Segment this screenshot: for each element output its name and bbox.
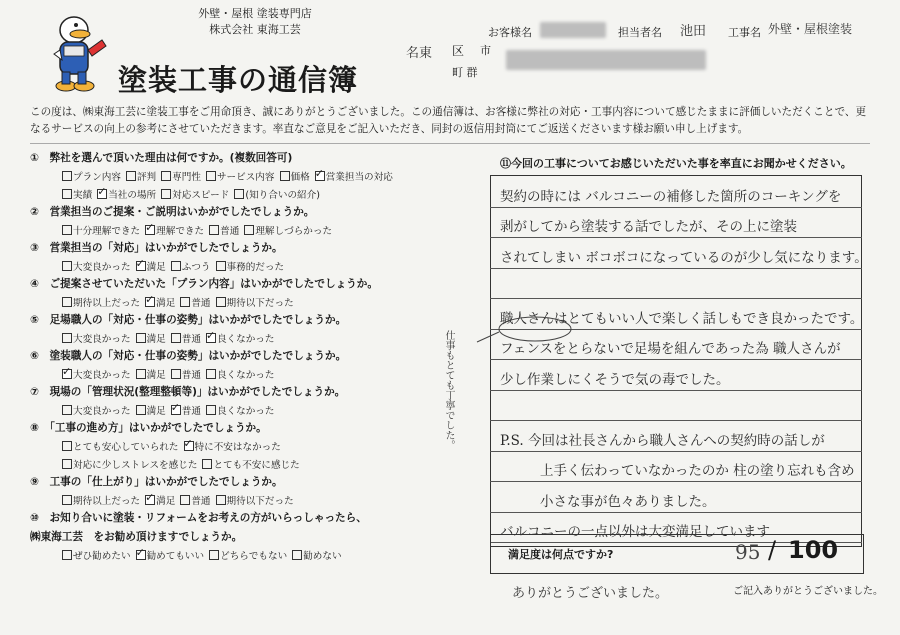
checked-box-icon[interactable] bbox=[206, 333, 216, 343]
checked-box-icon[interactable] bbox=[145, 495, 155, 505]
checkbox-icon[interactable] bbox=[62, 261, 72, 271]
option-label: 大変良かった bbox=[73, 370, 131, 381]
checkbox-option[interactable] bbox=[171, 406, 201, 417]
checkbox-icon[interactable] bbox=[62, 405, 72, 415]
option-label: 普通 bbox=[181, 334, 201, 345]
question-block bbox=[30, 240, 480, 273]
checkbox-option[interactable] bbox=[161, 190, 229, 201]
question-text: ⑦ 現場の「管理状況(整理整頓等)」はいかがでしたでしょうか。 bbox=[30, 386, 346, 398]
checkbox-icon[interactable] bbox=[216, 297, 226, 307]
checkbox-option[interactable] bbox=[126, 172, 156, 183]
option-label: 期待以上だった bbox=[73, 298, 141, 309]
option-label: プラン内容 bbox=[73, 172, 121, 183]
checkbox-option[interactable] bbox=[234, 190, 320, 201]
checkbox-option[interactable] bbox=[145, 226, 204, 237]
checkbox-option[interactable] bbox=[145, 298, 175, 309]
checkbox-icon[interactable] bbox=[280, 171, 290, 181]
option-label: 当社の場所 bbox=[108, 190, 157, 201]
question-block bbox=[30, 474, 480, 507]
circled-annotation bbox=[475, 312, 595, 352]
option-row bbox=[62, 548, 480, 562]
checkbox-icon[interactable] bbox=[234, 189, 244, 199]
checkbox-option[interactable] bbox=[216, 496, 294, 507]
option-label: とても安心していられた bbox=[73, 442, 179, 453]
ruled-line bbox=[490, 420, 862, 421]
option-label: (知り合いの紹介) bbox=[245, 190, 320, 201]
checkbox-option[interactable] bbox=[62, 298, 140, 309]
option-label: 普通 bbox=[181, 370, 201, 381]
question-text: ⑩ お知り合いに塗装・リフォームをお考えの方がいらっしゃったら、 bbox=[30, 512, 367, 524]
question-text: ③ 営業担当の「対応」はいかがでしたでしょうか。 bbox=[30, 242, 283, 254]
address-redacted bbox=[506, 50, 706, 70]
option-label: 勧めない bbox=[303, 551, 342, 562]
comment-line: 職人さんはとてもいい人で楽しく話しもでき良かったです。 bbox=[500, 310, 864, 327]
option-label: 期待以下だった bbox=[226, 496, 294, 507]
checkbox-icon[interactable] bbox=[244, 225, 254, 235]
checkbox-option[interactable] bbox=[62, 406, 131, 417]
checkbox-option[interactable] bbox=[136, 334, 166, 345]
comment-line: 少し作業しにくそうで気の毒でした。 bbox=[500, 371, 730, 388]
checkbox-option[interactable] bbox=[62, 172, 121, 183]
work-label: 工事名 bbox=[728, 26, 761, 39]
question-block bbox=[30, 276, 480, 309]
option-row bbox=[62, 367, 480, 381]
questions-section bbox=[30, 150, 480, 565]
checkbox-icon[interactable] bbox=[206, 369, 216, 379]
option-row bbox=[62, 457, 480, 471]
checkbox-option[interactable] bbox=[161, 172, 201, 183]
person-value: 池田 bbox=[680, 24, 707, 39]
question-text: ⑧ 「工事の進め方」はいかがでしたでしょうか。 bbox=[30, 422, 267, 434]
checkbox-option[interactable] bbox=[62, 190, 92, 201]
checkbox-option[interactable] bbox=[184, 442, 281, 453]
checkbox-option[interactable] bbox=[171, 262, 211, 273]
checkbox-icon[interactable] bbox=[62, 171, 72, 181]
company-block bbox=[175, 6, 335, 38]
margin-note: 仕事もとても丁寧でした。 bbox=[443, 330, 454, 450]
option-row bbox=[62, 259, 480, 273]
checkbox-option[interactable] bbox=[180, 496, 210, 507]
option-label: 普通 bbox=[191, 496, 211, 507]
option-label: 満足 bbox=[146, 262, 166, 273]
checkbox-icon[interactable] bbox=[209, 225, 219, 235]
option-label: ふつう bbox=[181, 262, 211, 273]
checkbox-icon[interactable] bbox=[171, 261, 181, 271]
checkbox-icon[interactable] bbox=[126, 171, 136, 181]
comment-line: P.S. 今回は社長さんから職人さんへの契約時の話しが bbox=[500, 432, 825, 449]
checkbox-icon[interactable] bbox=[171, 369, 181, 379]
checkbox-option[interactable] bbox=[145, 496, 175, 507]
thanks-printed: ご記入ありがとうございました。 bbox=[733, 586, 883, 597]
option-row bbox=[62, 493, 480, 507]
checked-box-icon[interactable] bbox=[62, 369, 72, 379]
checkbox-option[interactable] bbox=[209, 551, 287, 562]
checkbox-icon[interactable] bbox=[62, 333, 72, 343]
checkbox-icon[interactable] bbox=[202, 459, 212, 469]
checkbox-icon[interactable] bbox=[62, 189, 72, 199]
checkbox-icon[interactable] bbox=[216, 495, 226, 505]
option-label: 理解しづらかった bbox=[255, 226, 333, 237]
checkbox-icon[interactable] bbox=[62, 225, 72, 235]
option-row bbox=[62, 439, 480, 453]
option-label: 対応に少しストレスを感じた bbox=[73, 460, 198, 471]
ruled-line bbox=[490, 237, 862, 238]
checked-box-icon[interactable] bbox=[145, 297, 155, 307]
question-block bbox=[30, 420, 480, 471]
checkbox-option[interactable] bbox=[62, 370, 131, 381]
divider bbox=[30, 143, 870, 144]
checkbox-option[interactable] bbox=[171, 370, 201, 381]
checkbox-option[interactable] bbox=[62, 262, 131, 273]
checkbox-option[interactable] bbox=[171, 334, 201, 345]
satisfaction-slash: / bbox=[768, 536, 777, 564]
ruled-line bbox=[490, 390, 862, 391]
region-value: 名東 bbox=[406, 46, 433, 61]
page-title: 塗装工事の通信簿 bbox=[118, 63, 359, 97]
checkbox-option[interactable] bbox=[97, 190, 156, 201]
option-label: サービス内容 bbox=[216, 172, 275, 183]
checkbox-option[interactable] bbox=[216, 298, 294, 309]
satisfaction-value: 95 bbox=[735, 540, 761, 564]
option-label: 良くなかった bbox=[216, 334, 275, 345]
satisfaction-max: 100 bbox=[788, 536, 839, 564]
checkbox-option[interactable] bbox=[62, 460, 197, 471]
option-label: 普通 bbox=[181, 406, 201, 417]
option-label: 大変良かった bbox=[73, 262, 131, 273]
option-label: 良くなかった bbox=[216, 406, 275, 417]
checkbox-icon[interactable] bbox=[62, 459, 72, 469]
checkbox-option[interactable] bbox=[62, 496, 140, 507]
ward-label: 区 bbox=[452, 44, 465, 58]
company-name: 株式会社 東海工芸 bbox=[209, 23, 301, 36]
option-label: 満足 bbox=[156, 298, 176, 309]
option-label: 特に不安はなかった bbox=[194, 442, 281, 453]
ruled-line bbox=[490, 298, 862, 299]
question-text: ⑨ 工事の「仕上がり」はいかがでしたでしょうか。 bbox=[30, 476, 283, 488]
checkbox-icon[interactable] bbox=[136, 405, 146, 415]
option-label: 理解できた bbox=[156, 226, 205, 237]
option-label: 普通 bbox=[191, 298, 211, 309]
duck-mascot-logo bbox=[40, 10, 110, 100]
customer-label: お客様名 bbox=[488, 26, 532, 39]
comment-line: されてしまい ボコボコになっているのが少し気になります。 bbox=[500, 249, 868, 266]
question-block bbox=[30, 150, 480, 201]
customer-name-redacted bbox=[540, 22, 606, 38]
checkbox-option[interactable] bbox=[206, 334, 275, 345]
checked-box-icon[interactable] bbox=[315, 171, 325, 181]
checkbox-icon[interactable] bbox=[62, 550, 72, 560]
ruled-line bbox=[490, 207, 862, 208]
question-text: ① 弊社を選んで頂いた理由は何ですか。(複数回答可) bbox=[30, 152, 293, 164]
checkbox-option[interactable] bbox=[62, 442, 179, 453]
checkbox-option[interactable] bbox=[280, 172, 310, 183]
checkbox-option[interactable] bbox=[136, 262, 166, 273]
option-label: 満足 bbox=[156, 496, 176, 507]
option-row bbox=[62, 403, 480, 417]
comment-line: フェンスをとらないで足場を組んであった為 職人さんが bbox=[500, 341, 841, 357]
checkbox-option[interactable] bbox=[62, 551, 131, 562]
option-label: 実績 bbox=[73, 190, 93, 201]
option-label: とても不安に感じた bbox=[213, 460, 300, 471]
checked-box-icon[interactable] bbox=[184, 441, 194, 451]
question-text: ⑤ 足場職人の「対応・仕事の姿勢」はいかがでしたでしょうか。 bbox=[30, 314, 347, 326]
question-block bbox=[30, 348, 480, 381]
checkbox-option[interactable] bbox=[136, 370, 166, 381]
town-label: 町 群 bbox=[452, 66, 478, 79]
person-label: 担当者名 bbox=[618, 26, 662, 39]
ruled-line bbox=[490, 359, 862, 360]
option-label: 事務的だった bbox=[226, 262, 285, 273]
comment-line: 契約の時には バルコニーの補修した箇所のコーキングを bbox=[500, 188, 842, 205]
option-label: 価格 bbox=[290, 172, 310, 183]
checkbox-option[interactable] bbox=[292, 551, 341, 562]
checkbox-option[interactable] bbox=[244, 226, 332, 237]
city-label: 市 bbox=[480, 44, 491, 57]
checkbox-option[interactable] bbox=[206, 406, 275, 417]
satisfaction-question: 満足度は何点ですか? bbox=[508, 548, 614, 561]
checkbox-option[interactable] bbox=[62, 226, 140, 237]
comment-line: 剥がしてから塗装する話でしたが、その上に塗装 bbox=[500, 219, 797, 235]
checkbox-option[interactable] bbox=[136, 551, 205, 562]
checkbox-option[interactable] bbox=[315, 172, 393, 183]
option-row bbox=[62, 295, 480, 309]
option-label: 良くなかった bbox=[216, 370, 275, 381]
work-value: 外壁・屋根塗装 bbox=[768, 22, 853, 36]
question-text: ④ ご提案させていただいた「プラン内容」はいかがでしたでしょうか。 bbox=[30, 278, 378, 290]
comments-question: ⑪今回の工事についてお感じいただいた事を率直にお聞かせください。 bbox=[500, 157, 852, 170]
option-label: 期待以下だった bbox=[226, 298, 294, 309]
option-label: 十分理解できた bbox=[73, 226, 141, 237]
comment-line: 上手く伝わっていなかったのか 柱の塗り忘れも含め bbox=[540, 463, 855, 479]
option-label: 満足 bbox=[146, 370, 166, 381]
checkbox-icon[interactable] bbox=[180, 495, 190, 505]
checkbox-icon[interactable] bbox=[292, 550, 302, 560]
option-label: 専門性 bbox=[172, 172, 201, 183]
checkbox-icon[interactable] bbox=[136, 333, 146, 343]
checkbox-option[interactable] bbox=[62, 334, 131, 345]
option-label: 大変良かった bbox=[73, 406, 131, 417]
intro-text: この度は、㈱東海工芸に塗装工事をご用命頂き、誠にありがとうございました。この通信簿は、お客様に弊社の対応・工事内容について感じたままに評価しいただくことで、更なるサービスの向上の参考にさせていただきます。率直なご意見をご記入いただき、同封の返信用封筒にてご返送くださいます様お願い申し上げます。 bbox=[30, 106, 867, 135]
company-tag: 外壁・屋根 塗装専門店 bbox=[198, 7, 312, 20]
option-row bbox=[62, 187, 480, 201]
question-text: ② 営業担当のご提案・ご説明はいかがでしたでしょうか。 bbox=[30, 206, 315, 218]
option-label: 満足 bbox=[146, 406, 166, 417]
checkbox-option[interactable] bbox=[206, 370, 275, 381]
checkbox-icon[interactable] bbox=[161, 189, 171, 199]
question-block bbox=[30, 384, 480, 417]
checked-box-icon[interactable] bbox=[136, 550, 146, 560]
checkbox-option[interactable] bbox=[206, 172, 275, 183]
option-label: 対応スピード bbox=[172, 190, 230, 201]
ruled-line bbox=[490, 268, 862, 269]
checked-box-icon[interactable] bbox=[97, 189, 107, 199]
comment-line: 小さな事が色々ありました。 bbox=[540, 493, 716, 510]
comment-line: バルコニーの一点以外は大変満足しています bbox=[500, 524, 770, 540]
checkbox-option[interactable] bbox=[180, 298, 210, 309]
checked-box-icon[interactable] bbox=[171, 405, 181, 415]
option-label: 評判 bbox=[136, 172, 157, 183]
checkbox-icon[interactable] bbox=[206, 405, 216, 415]
question-text: ㈱東海工芸 をお勧め頂けますでしょうか。 bbox=[30, 531, 243, 543]
option-row bbox=[62, 331, 480, 345]
option-row bbox=[62, 169, 480, 183]
question-block bbox=[30, 204, 480, 237]
ruled-line bbox=[490, 512, 862, 513]
ruled-line bbox=[490, 481, 862, 482]
option-label: 営業担当の対応 bbox=[325, 172, 393, 183]
checkbox-option[interactable] bbox=[216, 262, 285, 273]
question-block bbox=[30, 312, 480, 345]
checkbox-icon[interactable] bbox=[209, 550, 219, 560]
checkbox-icon[interactable] bbox=[62, 297, 72, 307]
option-label: ぜひ勧めたい bbox=[73, 551, 131, 562]
question-text: ⑥ 塗装職人の「対応・仕事の姿勢」はいかがでしたでしょうか。 bbox=[30, 350, 347, 362]
checkbox-option[interactable] bbox=[209, 226, 239, 237]
checkbox-icon[interactable] bbox=[180, 297, 190, 307]
checkbox-icon[interactable] bbox=[136, 369, 146, 379]
checkbox-icon[interactable] bbox=[171, 333, 181, 343]
option-row bbox=[62, 223, 480, 237]
option-label: 普通 bbox=[220, 226, 240, 237]
checkbox-icon[interactable] bbox=[161, 171, 171, 181]
checkbox-icon[interactable] bbox=[62, 495, 72, 505]
option-label: 勧めてもいい bbox=[146, 551, 205, 562]
option-label: 大変良かった bbox=[73, 334, 131, 345]
checkbox-option[interactable] bbox=[136, 406, 166, 417]
thanks-handwritten: ありがとうございました。 bbox=[512, 586, 669, 601]
checkbox-icon[interactable] bbox=[206, 171, 216, 181]
checkbox-option[interactable] bbox=[202, 460, 299, 471]
checkbox-icon[interactable] bbox=[216, 261, 226, 271]
option-label: 期待以上だった bbox=[73, 496, 141, 507]
ruled-line bbox=[490, 451, 862, 452]
question-block bbox=[30, 510, 480, 562]
checked-box-icon[interactable] bbox=[136, 261, 146, 271]
option-label: どちらでもない bbox=[220, 551, 288, 562]
checkbox-icon[interactable] bbox=[62, 441, 72, 451]
option-label: 満足 bbox=[146, 334, 166, 345]
checked-box-icon[interactable] bbox=[145, 225, 155, 235]
